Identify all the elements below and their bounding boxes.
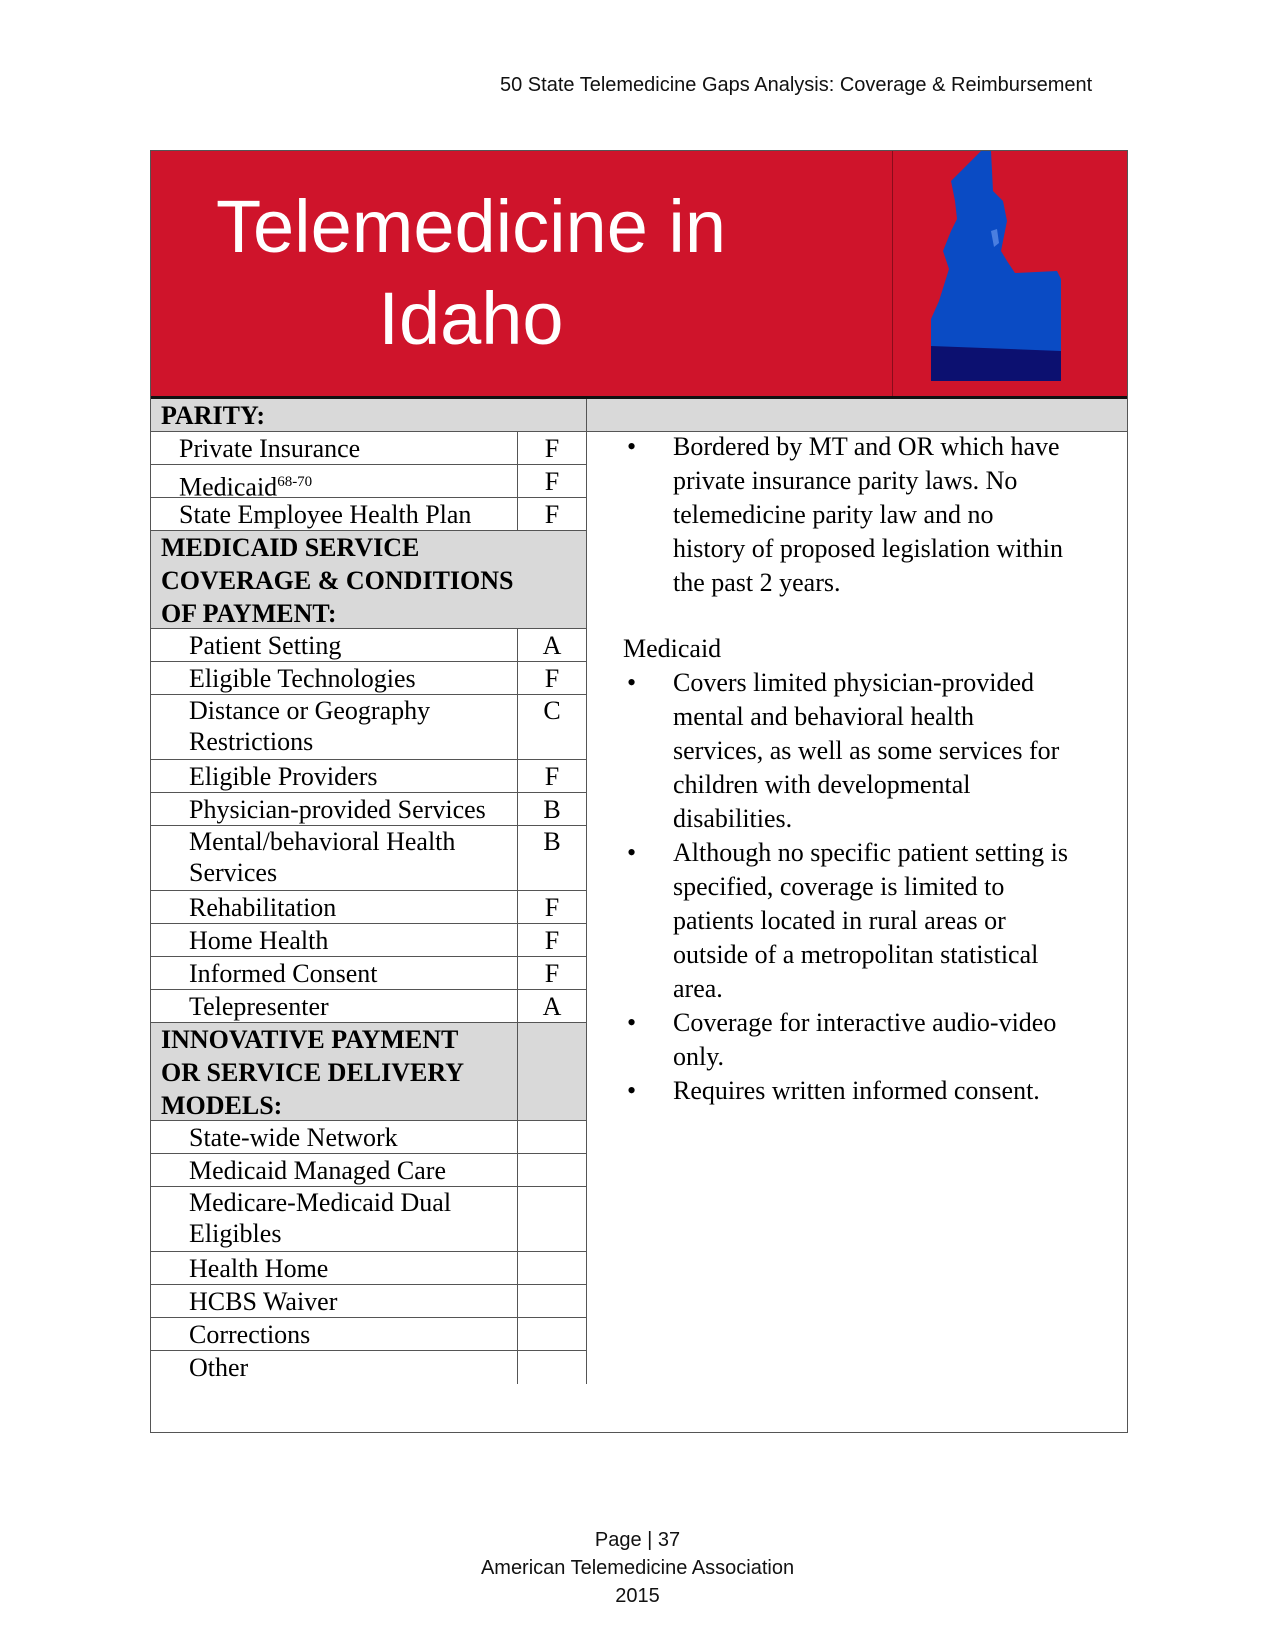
note-line: • Covers limited physician-provided: [673, 668, 1035, 697]
note-line: area.: [673, 974, 723, 1003]
medicaid-notes: [623, 666, 1128, 1108]
distance-label-line-2: Restrictions: [189, 727, 314, 756]
note-line: disabilities.: [673, 804, 793, 833]
medicaid-label-text: Medicaid: [179, 472, 278, 502]
row-label-state-employee-health-plan: State Employee Health Plan: [151, 498, 518, 531]
row-label-telepresenter: Telepresenter: [151, 990, 518, 1023]
innovative-heading-line-1: INNOVATIVE PAYMENT: [161, 1025, 459, 1054]
note-line: outside of a metropolitan statistical: [673, 940, 1039, 969]
note-line: history of proposed legislation within: [673, 534, 1063, 563]
row-grade-rehabilitation: F: [518, 891, 587, 924]
notes-column: [623, 430, 1128, 1108]
row-label-mental-behavioral-health: [151, 826, 518, 891]
row-grade-health-home: [518, 1252, 587, 1285]
parity-notes: [623, 430, 1128, 600]
section-heading-innovative: [151, 1023, 518, 1121]
note-line: • Requires written informed consent.: [673, 1076, 1040, 1105]
row-grade-private-insurance: F: [518, 432, 587, 465]
row-label-distance-geography: [151, 695, 518, 760]
footer-year: 2015: [615, 1585, 660, 1607]
row-grade-corrections: [518, 1318, 587, 1351]
page-footer: [0, 1526, 1275, 1610]
dual-label-line-2: Eligibles: [189, 1219, 282, 1248]
row-label-patient-setting: Patient Setting: [151, 629, 518, 662]
row-label-physician-provided-services: Physician-provided Services: [151, 793, 518, 826]
medicaid-bullet-2: [623, 836, 1128, 1006]
row-grade-other: [518, 1351, 587, 1384]
row-label-health-home: Health Home: [151, 1252, 518, 1285]
row-label-medicaid: [151, 465, 518, 502]
medicaid-footnote-ref: 68-70: [277, 474, 313, 490]
banner-divider: [892, 151, 893, 396]
row-grade-dual-eligibles: [518, 1187, 587, 1252]
row-grade-hcbs-waiver: [518, 1285, 587, 1318]
title-banner: [151, 151, 1127, 399]
note-line: mental and behavioral health: [673, 702, 975, 731]
note-line: children with developmental: [673, 770, 971, 799]
medicaid-heading-line-3: OF PAYMENT:: [161, 599, 337, 628]
section-heading-medicaid: [151, 531, 587, 629]
page-title: [191, 181, 751, 365]
innovative-heading-line-2: OR SERVICE DELIVERY: [161, 1058, 465, 1087]
row-grade-telepresenter: A: [518, 990, 587, 1023]
distance-label-line-1: Distance or Geography: [189, 696, 431, 725]
note-line: • Coverage for interactive audio-video: [673, 1008, 1057, 1037]
row-grade-state-employee-health-plan: F: [518, 498, 587, 531]
row-label-eligible-providers: Eligible Providers: [151, 760, 518, 793]
idaho-state-map-icon: [931, 151, 1081, 396]
row-grade-informed-consent: F: [518, 957, 587, 990]
note-line: services, as well as some services for: [673, 736, 1060, 765]
note-line: patients located in rural areas or: [673, 906, 1006, 935]
row-grade-mental-behavioral-health: B: [518, 826, 587, 891]
innovative-grade-heading-cell: [518, 1023, 587, 1121]
row-label-eligible-technologies: Eligible Technologies: [151, 662, 518, 695]
medicaid-bullet-4: [623, 1074, 1128, 1108]
medicaid-notes-heading: Medicaid: [623, 634, 722, 663]
row-label-informed-consent: Informed Consent: [151, 957, 518, 990]
medicaid-bullet-1: [623, 666, 1128, 836]
footer-organization: American Telemedicine Association: [480, 1557, 795, 1579]
note-line: telemedicine parity law and no: [673, 500, 994, 529]
medicaid-heading-line-1: MEDICAID SERVICE: [161, 533, 420, 562]
row-grade-eligible-technologies: F: [518, 662, 587, 695]
row-label-other: Other: [151, 1351, 518, 1384]
innovative-heading-line-3: MODELS:: [161, 1091, 283, 1120]
row-grade-medicaid-managed-care: [518, 1154, 587, 1187]
row-label-medicaid-managed-care: Medicaid Managed Care: [151, 1154, 518, 1187]
note-line: • Bordered by MT and OR which have: [673, 432, 1060, 461]
row-grade-distance-geography: C: [518, 695, 587, 760]
mental-label-line-2: Services: [189, 858, 278, 887]
row-label-home-health: Home Health: [151, 924, 518, 957]
row-label-hcbs-waiver: HCBS Waiver: [151, 1285, 518, 1318]
note-line: • Although no specific patient setting is: [673, 838, 1068, 867]
row-grade-medicaid: F: [518, 465, 587, 498]
row-grade-physician-provided-services: B: [518, 793, 587, 826]
note-line: specified, coverage is limited to: [673, 872, 1005, 901]
page-number: Page | 37: [594, 1529, 681, 1551]
note-line: private insurance parity laws. No: [673, 466, 1018, 495]
title-line-2: Idaho: [378, 277, 564, 360]
note-line: only.: [673, 1042, 725, 1071]
title-line-1: Telemedicine in: [215, 185, 727, 268]
notes-heading-cell: [587, 399, 1127, 432]
parity-bullet: [623, 430, 1128, 600]
row-grade-home-health: F: [518, 924, 587, 957]
row-label-private-insurance: Private Insurance: [151, 432, 518, 465]
row-label-state-wide-network: State-wide Network: [151, 1121, 518, 1154]
dual-label-line-1: Medicare-Medicaid Dual: [189, 1188, 452, 1217]
mental-label-line-1: Mental/behavioral Health: [189, 827, 456, 856]
row-label-rehabilitation: Rehabilitation: [151, 891, 518, 924]
row-label-dual-eligibles: [151, 1187, 518, 1252]
medicaid-heading-line-2: COVERAGE & CONDITIONS: [161, 566, 514, 595]
row-grade-state-wide-network: [518, 1121, 587, 1154]
row-label-corrections: Corrections: [151, 1318, 518, 1351]
medicaid-bullet-3: [623, 1006, 1128, 1074]
running-header: 50 State Telemedicine Gaps Analysis: Coverage & Reimbursement: [500, 74, 1093, 96]
note-line: the past 2 years.: [673, 568, 841, 597]
row-grade-patient-setting: A: [518, 629, 587, 662]
row-grade-eligible-providers: F: [518, 760, 587, 793]
section-heading-parity: PARITY:: [151, 399, 587, 432]
